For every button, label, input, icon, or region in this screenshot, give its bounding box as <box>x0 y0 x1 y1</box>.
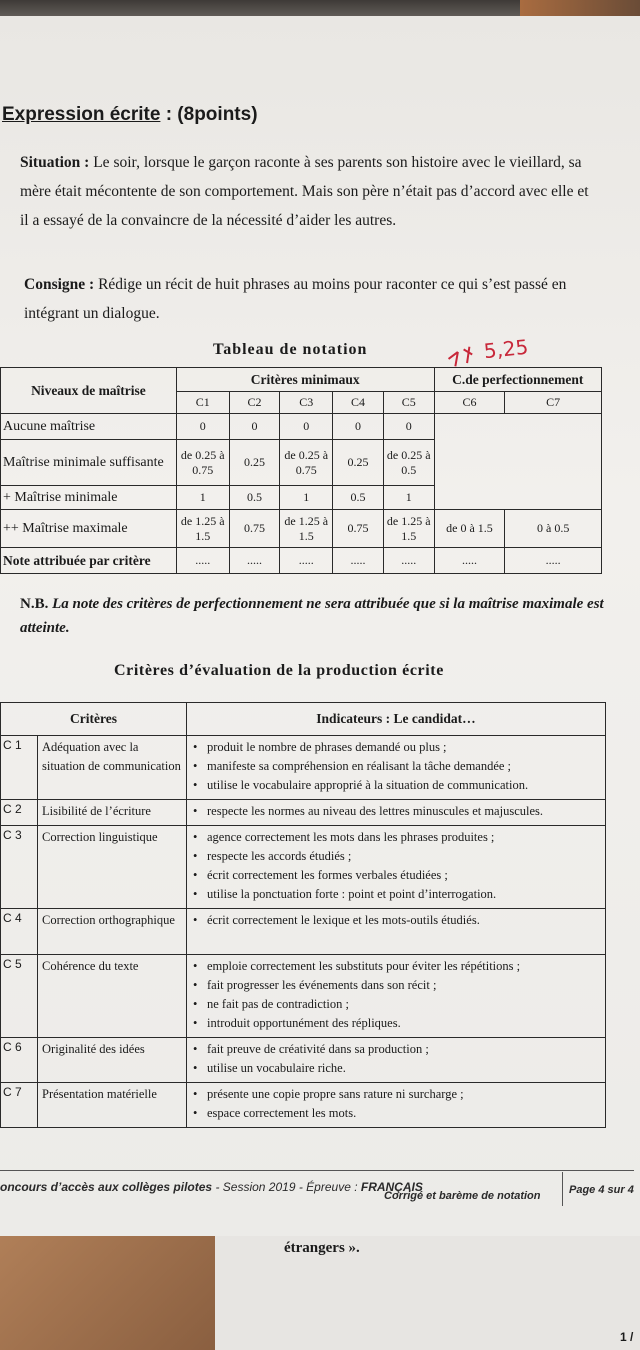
cell: 0 <box>383 414 434 440</box>
nb-note <box>20 592 632 640</box>
footer-exam-name <box>0 1180 423 1194</box>
indicator-item: • ne fait pas de contradiction ; <box>191 995 599 1014</box>
criterion-name: Lisibilité de l’écriture <box>38 800 187 826</box>
row-label: + Maîtrise minimale <box>1 486 177 510</box>
footer-page-number: Page 4 sur 4 <box>562 1172 638 1206</box>
cell: ..... <box>229 548 280 574</box>
row-label: Note attribuée par critère <box>1 548 177 574</box>
cell: de 1.25 à 1.5 <box>280 510 333 548</box>
criterion-code: C 7 <box>1 1083 38 1128</box>
criterion-name: Originalité des idées <box>38 1038 187 1083</box>
criterion-code: C 6 <box>1 1038 38 1083</box>
cell: 0.75 <box>333 510 384 548</box>
cell: 0 <box>280 414 333 440</box>
cell: ..... <box>434 548 505 574</box>
criterion-code: C 3 <box>1 826 38 909</box>
criterion-name: Cohérence du texte <box>38 955 187 1038</box>
next-page-number: 1 / <box>620 1330 634 1344</box>
criterion-name: Correction linguistique <box>38 826 187 909</box>
indicator-item: • introduit opportunément des répliques. <box>191 1014 599 1033</box>
cell: ..... <box>383 548 434 574</box>
code-c2: C2 <box>229 392 280 414</box>
code-c6: C6 <box>434 392 505 414</box>
footer-contest: oncours d’accès aux collèges pilotes <box>0 1180 213 1194</box>
cell: de 0.25 à 0.75 <box>176 440 229 486</box>
cell: de 1.25 à 1.5 <box>176 510 229 548</box>
cell: 0 à 0.5 <box>505 510 602 548</box>
code-c7: C7 <box>505 392 602 414</box>
indicator-item: • écrit correctement les formes verbales étudiées ; <box>191 866 599 885</box>
cell: 0.25 <box>333 440 384 486</box>
code-c5: C5 <box>383 392 434 414</box>
indicator-item: • utilise la ponctuation forte : point et point d’interrogation. <box>191 885 599 904</box>
indicator-item: • emploie correctement les substituts pour éviter les répétitions ; <box>191 957 599 976</box>
cell: 1 <box>383 486 434 510</box>
cell: 0 <box>229 414 280 440</box>
indicator-item: • respecte les normes au niveau des lettres minuscules et majuscules. <box>191 802 599 821</box>
notation-table-title: Tableau de notation <box>213 341 368 358</box>
criterion-indicators <box>187 826 606 909</box>
criterion-indicators <box>187 736 606 800</box>
cell: 0.5 <box>333 486 384 510</box>
criterion-indicators <box>187 1083 606 1128</box>
indicator-item: • fait progresser les événements dans son récit ; <box>191 976 599 995</box>
situation-label: Situation : <box>20 154 90 171</box>
cell: ..... <box>176 548 229 574</box>
criterion-indicators <box>187 800 606 826</box>
perf-empty-cell <box>434 414 601 510</box>
levels-header: Niveaux de maîtrise <box>1 368 177 414</box>
grade-arrow-mark <box>443 341 485 369</box>
criterion-code: C 4 <box>1 909 38 955</box>
footer-session: - Session 2019 - <box>215 1180 303 1194</box>
section-title-main: Expression écrite <box>2 104 161 125</box>
indicator-item: • agence correctement les mots dans les phrases produites ; <box>191 828 599 847</box>
cell: 0.25 <box>229 440 280 486</box>
indicator-item: • respecte les accords étudiés ; <box>191 847 599 866</box>
perf-criteria-header: C.de perfectionnement <box>434 368 601 392</box>
cell: de 0.25 à 0.75 <box>280 440 333 486</box>
indicator-item: • utilise le vocabulaire approprié à la situation de communication. <box>191 776 599 795</box>
footer-divider <box>0 1170 634 1171</box>
criterion-indicators <box>187 909 606 955</box>
criterion-indicators <box>187 1038 606 1083</box>
indicators-header: Indicateurs : Le candidat… <box>187 703 606 736</box>
code-c1: C1 <box>176 392 229 414</box>
row-label: ++ Maîtrise maximale <box>1 510 177 548</box>
nb-text: La note des critères de perfectionnement ne sera attribuée que si la maîtrise maximale est atteinte. <box>20 596 604 636</box>
row-label: Maîtrise minimale suffisante <box>1 440 177 486</box>
cell: 0.5 <box>229 486 280 510</box>
consigne-text: Rédige un récit de huit phrases au moins pour raconter ce qui s’est passé en intégrant un dialogue. <box>24 276 567 322</box>
indicator-item: • utilise un vocabulaire riche. <box>191 1059 599 1078</box>
cell: de 1.25 à 1.5 <box>383 510 434 548</box>
cell: 0 <box>333 414 384 440</box>
row-label: Aucune maîtrise <box>1 414 177 440</box>
consigne-label: Consigne : <box>24 276 95 293</box>
grade-value: 5,25 <box>482 334 530 364</box>
indicator-item: • manifeste sa compréhension en réalisant la tâche demandée ; <box>191 757 599 776</box>
footer-corrige: Corrigé et barème de notation <box>384 1190 541 1202</box>
situation-text: Le soir, lorsque le garçon raconte à ses parents son histoire avec le vieillard, sa mère était mécontente de son comportement. Mais son père n’était pas d’accord avec elle et il a essayé de la convaincre de la nécessité d’aider les autres. <box>20 154 589 229</box>
criterion-code: C 1 <box>1 736 38 800</box>
cell: 1 <box>280 486 333 510</box>
notation-table <box>0 367 602 574</box>
cell: ..... <box>505 548 602 574</box>
wooden-table-edge <box>0 1236 215 1350</box>
indicator-item: • espace correctement les mots. <box>191 1104 599 1123</box>
criterion-name: Adéquation avec la situation de communication <box>38 736 187 800</box>
footer-subject: FRANÇAIS <box>360 1180 423 1194</box>
situation-paragraph <box>20 148 592 235</box>
cell: de 0.25 à 0.5 <box>383 440 434 486</box>
criterion-code: C 5 <box>1 955 38 1038</box>
cell: 0.75 <box>229 510 280 548</box>
cell: 1 <box>176 486 229 510</box>
cell: ..... <box>280 548 333 574</box>
code-c3: C3 <box>280 392 333 414</box>
criteria-table <box>0 702 606 1128</box>
criterion-name: Correction orthographique <box>38 909 187 955</box>
min-criteria-header: Critères minimaux <box>176 368 434 392</box>
cell: de 0 à 1.5 <box>434 510 505 548</box>
footer-epreuve-label: Épreuve : <box>306 1180 358 1194</box>
indicator-item: • produit le nombre de phrases demandé ou plus ; <box>191 738 599 757</box>
criterion-code: C 2 <box>1 800 38 826</box>
nb-prefix: N.B. <box>20 596 49 612</box>
next-page-text: étrangers ». <box>284 1240 360 1256</box>
indicator-item: • fait preuve de créativité dans sa production ; <box>191 1040 599 1059</box>
cell: ..... <box>333 548 384 574</box>
criterion-indicators <box>187 955 606 1038</box>
criteria-title: Critères d’évaluation de la production écrite <box>114 662 444 679</box>
consigne-paragraph <box>24 270 596 328</box>
indicator-item: • écrit correctement le lexique et les mots-outils étudiés. <box>191 911 599 930</box>
criterion-name: Présentation matérielle <box>38 1083 187 1128</box>
section-title <box>2 104 258 126</box>
criteria-header: Critères <box>1 703 187 736</box>
cell: 0 <box>176 414 229 440</box>
code-c4: C4 <box>333 392 384 414</box>
section-title-points: : (8points) <box>160 104 258 125</box>
indicator-item: • présente une copie propre sans rature ni surcharge ; <box>191 1085 599 1104</box>
